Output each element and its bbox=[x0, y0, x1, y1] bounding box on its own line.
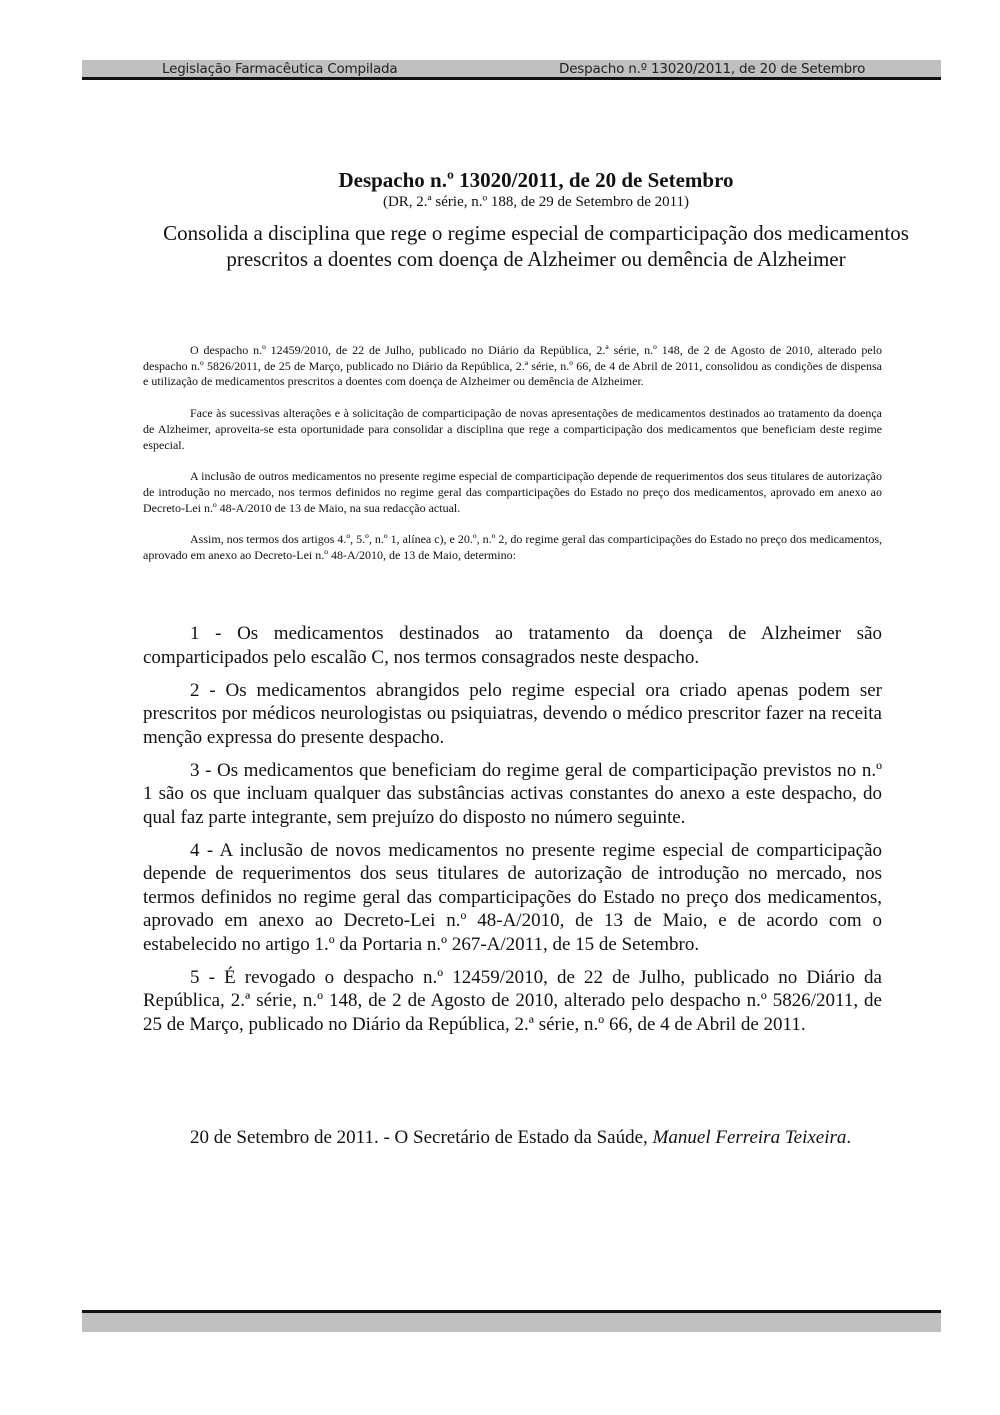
signature-text: 20 de Setembro de 2011. - O Secretário de Estado da Saúde, bbox=[190, 1127, 653, 1148]
articles bbox=[143, 622, 882, 1046]
signature bbox=[143, 1126, 882, 1150]
article-5: 5 - É revogado o despacho n.º 12459/2010, de 22 de Julho, publicado no Diário da República, 2.ª série, n.º 148, de 2 de Agosto de 2010, alterado pelo despacho n.º 5826/2011, de 25 de Março, publicado no Diário da República, 2.ª série, n.º 66, de 4 de Abril de 2011. bbox=[143, 966, 882, 1035]
document-publication-reference: (DR, 2.ª série, n.º 188, de 29 de Setembro de 2011) bbox=[382, 194, 690, 210]
header-collection-title: Legislação Farmacêutica Compilada bbox=[162, 61, 398, 77]
signature-end: . bbox=[846, 1127, 852, 1148]
title-block bbox=[140, 167, 932, 272]
document-title: Despacho n.º 13020/2011, de 20 de Setembro bbox=[338, 168, 734, 192]
page-footer bbox=[82, 1310, 941, 1332]
preamble-paragraph: Face às sucessivas alterações e à solicitação de comparticipação de novas apresentações de medicamentos destinados ao tratamento da doença de Alzheimer, aproveita-se esta oportunidade para consolidar a disciplina que rege a comparticipação dos medicamentos que beneficiam deste regime especial. bbox=[143, 406, 882, 452]
page-header bbox=[82, 60, 941, 80]
article-1: 1 - Os medicamentos destinados ao tratamento da doença de Alzheimer são comparticipados pelo escalão C, nos termos consagrados neste despacho. bbox=[143, 623, 882, 668]
preamble-paragraph: Assim, nos termos dos artigos 4.º, 5.º, n.º 1, alínea c), e 20.º, n.º 2, do regime geral das comparticipações do Estado no preço dos medicamentos, aprovado em anexo ao Decreto-Lei n.º 48-A/2010, de 13 de Maio, determino: bbox=[143, 532, 882, 563]
article-4: 4 - A inclusão de novos medicamentos no presente regime especial de comparticipação depende de requerimentos dos seus titulares de autorização de introdução no mercado, nos termos definidos no regime geral das comparticipações do Estado no preço dos medicamentos, aprovado em anexo ao Decreto-Lei n.º 48-A/2010, de 13 de Maio, e de acordo com o estabelecido no artigo 1.º da Portaria n.º 267-A/2011, de 15 de Setembro. bbox=[143, 839, 882, 955]
preamble-paragraph: A inclusão de outros medicamentos no presente regime especial de comparticipação depende de requerimentos dos seus titulares de autorização de introdução no mercado, nos termos definidos no regime geral das comparticipações do Estado no preço dos medicamentos, aprovado em anexo ao Decreto-Lei n.º 48-A/2010 de 13 de Maio, na sua redacção actual. bbox=[143, 469, 882, 515]
signatory-name: Manuel Ferreira Teixeira bbox=[652, 1127, 847, 1148]
article-3: 3 - Os medicamentos que beneficiam do regime geral de comparticipação previstos no n.º 1 são os que incluam qualquer das substâncias activas constantes do anexo a este despacho, do qual faz parte integrante, sem prejuízo do disposto no número seguinte. bbox=[143, 759, 882, 828]
article-2: 2 - Os medicamentos abrangidos pelo regime especial ora criado apenas podem ser prescritos por médicos neurologistas ou psiquiatras, devendo o médico prescritor fazer na receita menção expressa do presente despacho. bbox=[143, 679, 882, 748]
preamble bbox=[143, 343, 882, 580]
header-document-reference: Despacho n.º 13020/2011, de 20 de Setembro bbox=[559, 61, 866, 77]
document-summary: Consolida a disciplina que rege o regime especial de comparticipação dos medicamentos prescritos a doentes com doença de Alzheimer ou demência de Alzheimer bbox=[163, 221, 909, 271]
preamble-paragraph: O despacho n.º 12459/2010, de 22 de Julho, publicado no Diário da República, 2.ª série, n.º 148, de 2 de Agosto de 2010, alterado pelo despacho n.º 5826/2011, de 25 de Março, publicado no Diário da República, 2.ª série, n.º 66, de 4 de Abril de 2011, consolidou as condições de dispensa e utilização de medicamentos prescritos a doentes com doença de Alzheimer ou demência de Alzheimer. bbox=[143, 343, 882, 389]
